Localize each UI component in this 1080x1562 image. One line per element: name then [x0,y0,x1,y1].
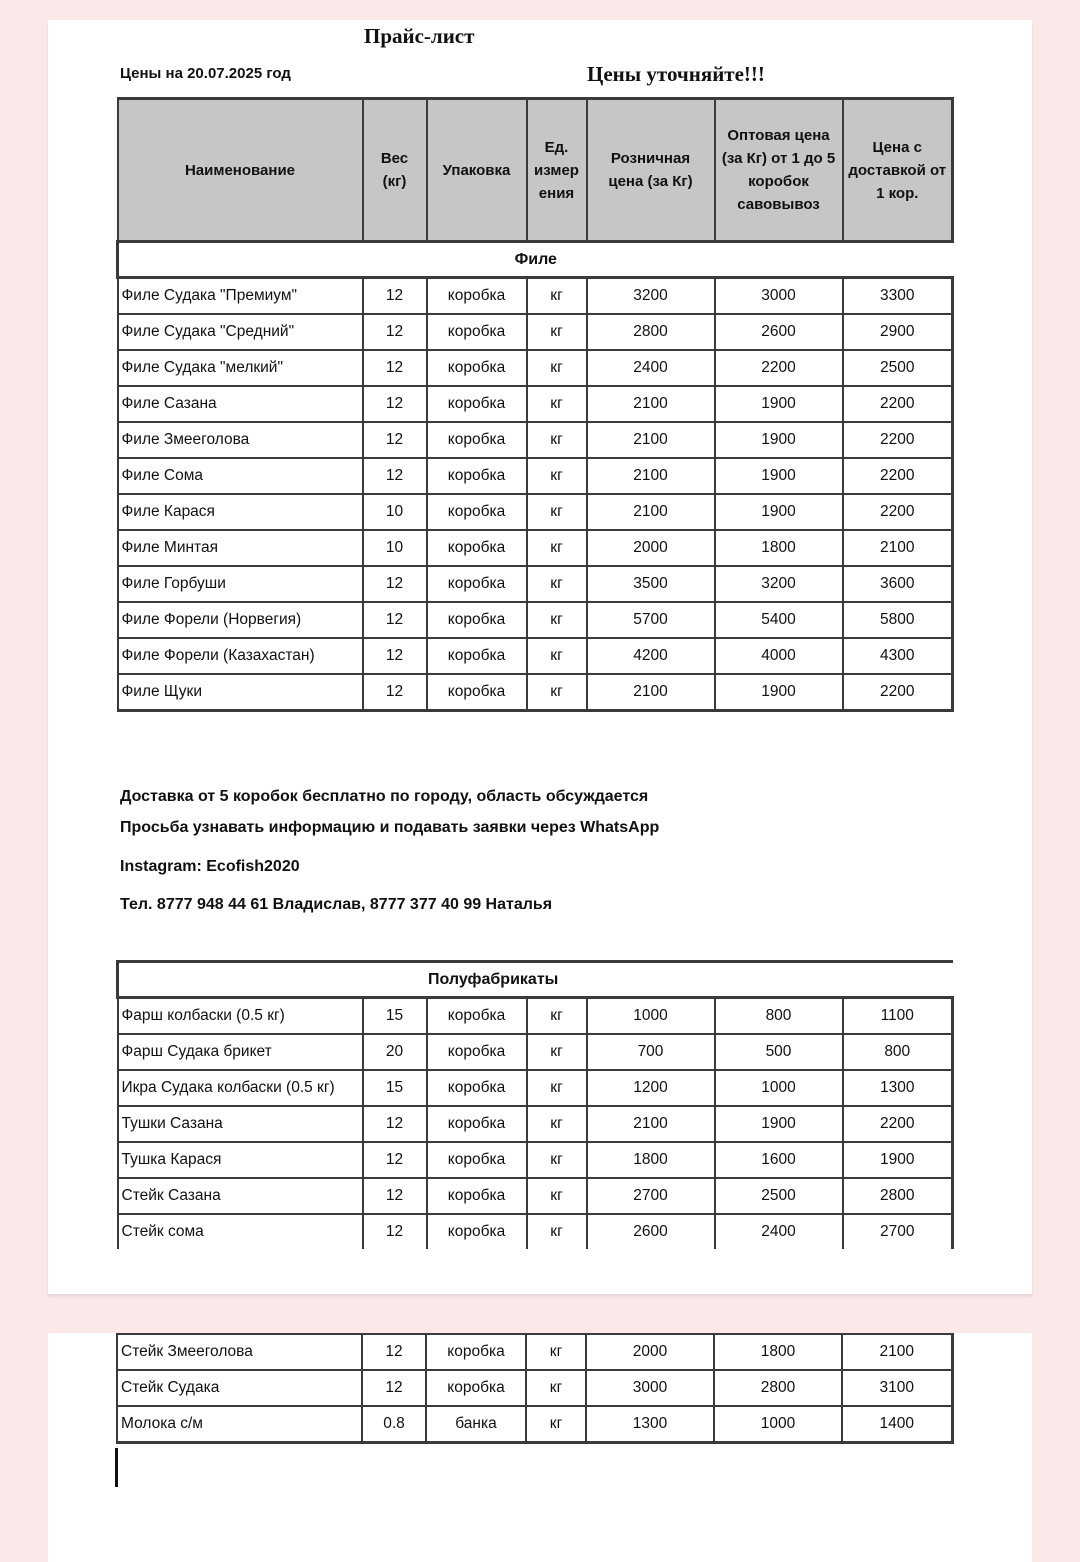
product-weight: 12 [363,1106,427,1142]
wholesale-price: 3000 [715,278,843,315]
product-package: коробка [427,458,527,494]
wholesale-price: 4000 [715,638,843,674]
delivery-price: 2200 [843,494,953,530]
delivery-price: 1900 [843,1142,953,1178]
product-unit: кг [527,314,587,350]
product-weight: 12 [363,638,427,674]
product-package: коробка [427,278,527,315]
delivery-price: 2500 [843,350,953,386]
product-package: коробка [427,602,527,638]
wholesale-price: 2200 [715,350,843,386]
product-package: коробка [427,530,527,566]
product-weight: 12 [363,602,427,638]
product-weight: 12 [363,1178,427,1214]
table-row [118,998,953,1035]
product-unit: кг [527,530,587,566]
header-unit: Ед. измер ения [527,99,587,242]
product-name: Икра Судака колбаски (0.5 кг) [118,1070,363,1106]
product-unit: кг [527,1214,587,1249]
product-name: Филе Щуки [118,674,363,711]
product-name: Тушка Карася [118,1142,363,1178]
product-name: Стейк Сазана [118,1178,363,1214]
delivery-price: 1100 [843,998,953,1035]
retail-price: 2400 [587,350,715,386]
product-name: Стейк Судака [117,1370,362,1406]
delivery-price: 2900 [843,314,953,350]
wholesale-price: 1800 [715,530,843,566]
product-weight: 10 [363,530,427,566]
wholesale-price: 2600 [715,314,843,350]
retail-price: 2800 [587,314,715,350]
product-weight: 12 [363,386,427,422]
product-name: Филе Минтая [118,530,363,566]
product-unit: кг [527,350,587,386]
product-unit: кг [527,638,587,674]
product-name: Филе Судака "мелкий" [118,350,363,386]
product-weight: 10 [363,494,427,530]
delivery-price: 2200 [843,386,953,422]
wholesale-price: 1000 [715,1070,843,1106]
price-notice: Цены уточняйте!!! [587,62,765,86]
product-unit: кг [527,494,587,530]
product-unit: кг [526,1406,586,1443]
product-weight: 12 [363,422,427,458]
product-weight: 0.8 [362,1406,426,1443]
delivery-price: 5800 [843,602,953,638]
product-unit: кг [527,278,587,315]
product-unit: кг [527,998,587,1035]
product-weight: 20 [363,1034,427,1070]
product-name: Фарш колбаски (0.5 кг) [118,998,363,1035]
product-package: коробка [427,1106,527,1142]
product-package: коробка [427,350,527,386]
retail-price: 3000 [586,1370,714,1406]
product-weight: 12 [363,278,427,315]
delivery-price: 2200 [843,674,953,711]
phone-info: Тел. 8777 948 44 61 Владислав, 8777 377 40 99 Наталья [120,896,553,913]
wholesale-price: 2800 [714,1370,842,1406]
price-date: Цены на 20.07.2025 год [120,65,291,82]
product-package: коробка [427,1178,527,1214]
table-row [118,674,953,711]
wholesale-price: 1900 [715,674,843,711]
delivery-price: 3600 [843,566,953,602]
delivery-price: 2200 [843,458,953,494]
product-weight: 12 [363,458,427,494]
retail-price: 1000 [587,998,715,1035]
fillet-price-table [116,97,954,712]
retail-price: 2100 [587,386,715,422]
wholesale-price: 1900 [715,422,843,458]
table-row [117,1370,952,1406]
product-unit: кг [527,602,587,638]
product-package: коробка [427,494,527,530]
retail-price: 2100 [587,458,715,494]
delivery-price: 4300 [843,638,953,674]
table-row [117,1406,952,1443]
wholesale-price: 1000 [714,1406,842,1443]
product-unit: кг [526,1334,586,1370]
header-retail: Розничная цена (за Кг) [587,99,715,242]
wholesale-price: 1600 [715,1142,843,1178]
product-weight: 12 [363,1214,427,1249]
retail-price: 3500 [587,566,715,602]
wholesale-price: 5400 [715,602,843,638]
delivery-info: Доставка от 5 коробок бесплатно по городу, область обсуждается [120,788,649,805]
delivery-price: 2200 [843,422,953,458]
product-weight: 15 [363,1070,427,1106]
product-name: Стейк Змееголова [117,1334,362,1370]
wholesale-price: 2400 [715,1214,843,1249]
delivery-price: 2800 [843,1178,953,1214]
retail-price: 1800 [587,1142,715,1178]
table-row [118,530,953,566]
product-name: Филе Судака "Премиум" [118,278,363,315]
product-package: коробка [427,1070,527,1106]
retail-price: 3200 [587,278,715,315]
table-row [118,1034,953,1070]
retail-price: 4200 [587,638,715,674]
table-row [118,602,953,638]
product-weight: 15 [363,998,427,1035]
product-package: коробка [427,314,527,350]
wholesale-price: 1900 [715,494,843,530]
semi-finished-price-table-continued [116,1333,954,1444]
delivery-price: 2100 [843,530,953,566]
table-row [118,566,953,602]
table-border-fragment [115,1448,118,1487]
header-wholesale: Оптовая цена (за Кг) от 1 до 5 коробок савовывоз [715,99,843,242]
product-unit: кг [527,674,587,711]
product-weight: 12 [362,1334,426,1370]
product-package: коробка [427,422,527,458]
table-row [118,638,953,674]
product-package: коробка [427,386,527,422]
product-name: Филе Форели (Норвегия) [118,602,363,638]
product-unit: кг [527,1034,587,1070]
product-package: банка [426,1406,526,1443]
table-row [118,386,953,422]
retail-price: 2100 [587,674,715,711]
delivery-price: 3100 [842,1370,952,1406]
semi-finished-price-table [116,960,954,1249]
table-row [118,314,953,350]
product-package: коробка [427,674,527,711]
section-title-row [118,962,953,998]
delivery-price: 1400 [842,1406,952,1443]
product-unit: кг [527,1106,587,1142]
product-name: Тушки Сазана [118,1106,363,1142]
product-name: Филе Горбуши [118,566,363,602]
product-unit: кг [527,1178,587,1214]
product-package: коробка [427,1142,527,1178]
wholesale-price: 3200 [715,566,843,602]
retail-price: 2100 [587,1106,715,1142]
product-weight: 12 [363,674,427,711]
product-unit: кг [527,386,587,422]
retail-price: 2100 [587,422,715,458]
delivery-price: 3300 [843,278,953,315]
product-name: Стейк сома [118,1214,363,1249]
wholesale-price: 2500 [715,1178,843,1214]
product-name: Филе Форели (Казахастан) [118,638,363,674]
product-package: коробка [427,998,527,1035]
product-name: Молока с/м [117,1406,362,1443]
section-title: Полуфабрикаты [118,962,953,998]
product-package: коробка [427,638,527,674]
retail-price: 2000 [587,530,715,566]
product-name: Филе Карася [118,494,363,530]
product-package: коробка [427,1034,527,1070]
retail-price: 1300 [586,1406,714,1443]
table-row [118,350,953,386]
table-header-row [118,99,953,242]
wholesale-price: 1800 [714,1334,842,1370]
retail-price: 5700 [587,602,715,638]
product-unit: кг [527,1070,587,1106]
table-row [118,494,953,530]
wholesale-price: 500 [715,1034,843,1070]
delivery-price: 1300 [843,1070,953,1106]
wholesale-price: 1900 [715,386,843,422]
product-package: коробка [426,1334,526,1370]
header-weight: Вес (кг) [363,99,427,242]
header-delivery: Цена с доставкой от 1 кор. [843,99,953,242]
retail-price: 700 [587,1034,715,1070]
header-package: Упаковка [427,99,527,242]
delivery-price: 800 [843,1034,953,1070]
product-unit: кг [527,1142,587,1178]
wholesale-price: 1900 [715,1106,843,1142]
delivery-price: 2100 [842,1334,952,1370]
table-row [118,1142,953,1178]
product-weight: 12 [363,314,427,350]
product-name: Филе Сазана [118,386,363,422]
table-row [118,1070,953,1106]
table-row [117,1334,952,1370]
product-package: коробка [426,1370,526,1406]
wholesale-price: 1900 [715,458,843,494]
retail-price: 1200 [587,1070,715,1106]
section-title-row [118,242,953,278]
product-unit: кг [527,458,587,494]
whatsapp-info: Просьба узнавать информацию и подавать заявки через WhatsApp [120,819,660,836]
product-name: Филе Сома [118,458,363,494]
delivery-price: 2700 [843,1214,953,1249]
section-title: Филе [118,242,953,278]
product-unit: кг [527,422,587,458]
product-weight: 12 [363,350,427,386]
retail-price: 2100 [587,494,715,530]
table-row [118,278,953,315]
product-weight: 12 [362,1370,426,1406]
product-name: Филе Судака "Средний" [118,314,363,350]
retail-price: 2600 [587,1214,715,1249]
delivery-price: 2200 [843,1106,953,1142]
product-unit: кг [527,566,587,602]
product-name: Фарш Судака брикет [118,1034,363,1070]
instagram-info: Instagram: Ecofish2020 [120,858,300,875]
header-name: Наименование [118,99,363,242]
table-row [118,1214,953,1249]
table-row [118,1106,953,1142]
product-package: коробка [427,566,527,602]
product-unit: кг [526,1370,586,1406]
table-row [118,422,953,458]
page-title: Прайс-лист [364,24,475,48]
retail-price: 2000 [586,1334,714,1370]
product-weight: 12 [363,1142,427,1178]
retail-price: 2700 [587,1178,715,1214]
table-row [118,458,953,494]
wholesale-price: 800 [715,998,843,1035]
product-name: Филе Змееголова [118,422,363,458]
product-weight: 12 [363,566,427,602]
product-package: коробка [427,1214,527,1249]
table-row [118,1178,953,1214]
